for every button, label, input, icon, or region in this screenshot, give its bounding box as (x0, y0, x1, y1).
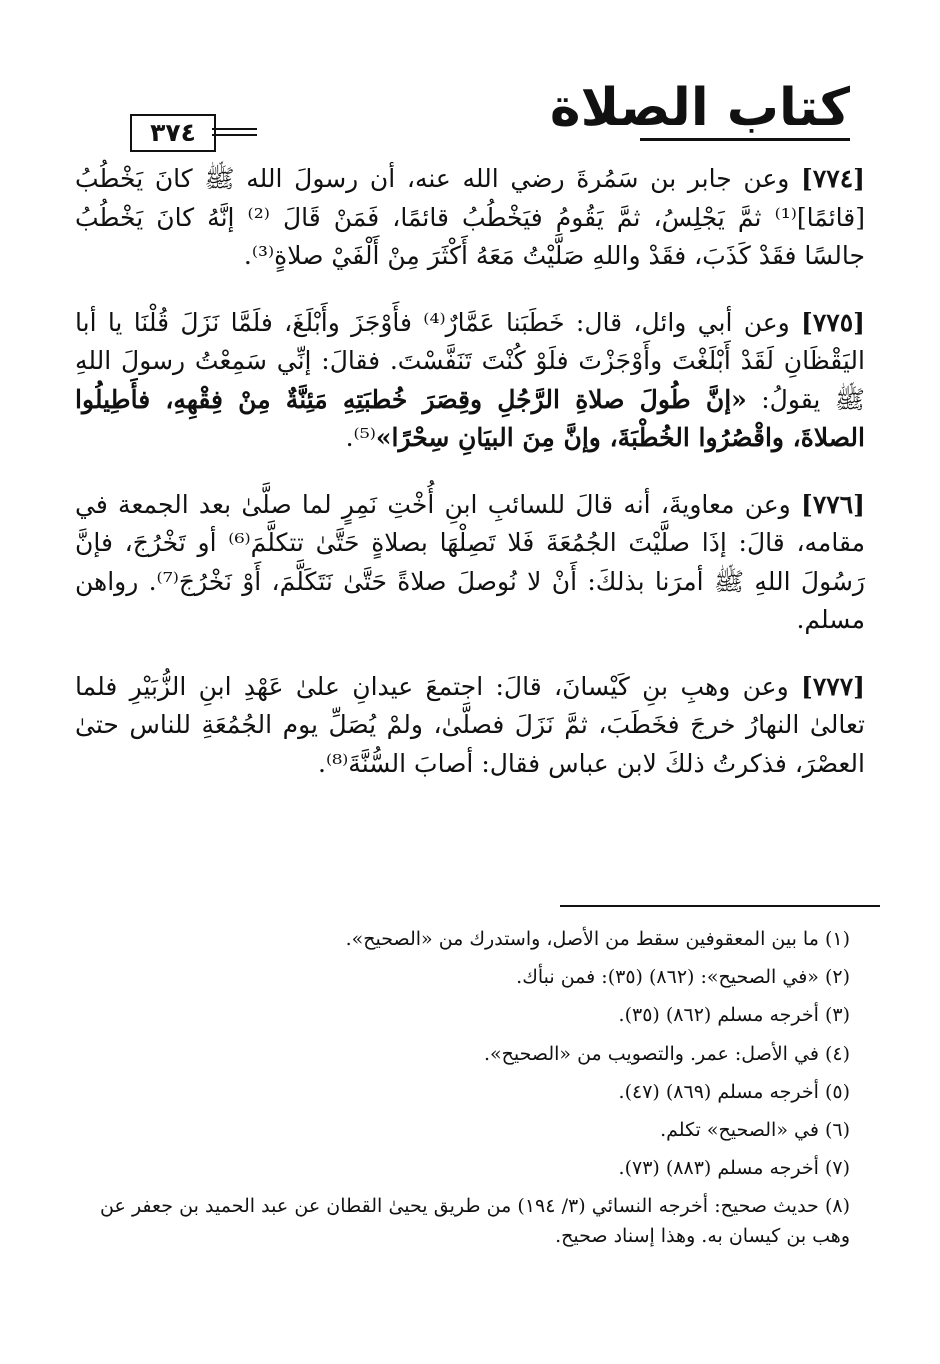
footnotes (100, 924, 850, 1260)
hadith-paragraph (75, 160, 865, 276)
footnote: (٣) أخرجه مسلم (٨٦٢) (٣٥). (618, 1004, 850, 1027)
hadith-number: [٧٧٤] (801, 164, 865, 193)
hadith-paragraph (75, 304, 865, 458)
footnote-separator (560, 905, 880, 907)
hadith-number: [٧٧٥] (801, 307, 865, 337)
footnote: (٢) «في الصحيح»: (٨٦٢) (٣٥): فمن نبأك. (516, 966, 850, 989)
hadith-text: وعن جابر بن سَمُرةَ رضي الله عنه، أن رسولَ الله ﷺ كانَ يَخْطُبُ [قائمًا]⁽¹⁾ ثمَّ يَجْلِسُ، ثمَّ يَقُومُ فيَخْطُبُ قائمًا، فَمَنْ قَالَ ⁽²⁾ إنَّهُ كانَ يَخْطُبُ جالسًا فقَدْ كَذَبَ، فقَدْ واللهِ صَلَّيْتُ مَعَهُ أَكْثَرَ مِنْ أَلْفَيْ صلاةٍ⁽³⁾. (75, 164, 865, 270)
decorative-rule (212, 128, 257, 130)
footnote: (٧) أخرجه مسلم (٨٨٣) (٧٣). (618, 1157, 850, 1180)
footnote: (٦) في «الصحيح» تكلم. (660, 1118, 850, 1141)
hadith-paragraph (75, 486, 865, 640)
title-underline (640, 138, 850, 141)
hadith-number: [٧٧٦] (801, 489, 865, 519)
footnote: (١) ما بين المعقوفين سقط من الأصل، واستدرك من «الصحيح». (345, 928, 850, 950)
footnote: (٤) في الأصل: عمر. والتصويب من «الصحيح». (483, 1042, 850, 1065)
main-text (75, 160, 865, 811)
hadith-quote: «إنَّ طُولَ صلاةِ الرَّجُلِ وقِصَرَ خُطبَتِهِ مَئِنَّةٌ مِنْ فِقْهِهِ، فأَطِيلُوا الصلاةَ، واقْصُرُوا الخُطْبَةَ، وإنَّ مِنَ البيَانِ سِحْرًا» (75, 384, 865, 452)
decorative-rule (212, 134, 257, 136)
footnote: (٥) أخرجه مسلم (٨٦٩) (٤٧). (618, 1080, 850, 1103)
hadith-text: وعن وهبِ بنِ كَيْسانَ، قالَ: اجتمعَ عيدانِ علىٰ عَهْدِ ابنِ الزُّبَيْرِ فلما تعالىٰ النهارُ خرجَ فخَطَبَ، ثمَّ نَزَلَ فصلَّىٰ، ولمْ يُصَلِّ يوم الجُمُعَةِ للناس حتىٰ العصْرَ، فذكرتُ ذلكَ لابن عباس فقال: أصابَ السُّنَّةَ⁽⁸⁾. (75, 671, 865, 778)
book-title: كتاب الصلاة (549, 78, 850, 138)
footnote: (٨) حديث صحيح: أخرجه النسائي (٣/ ١٩٤) من طريق يحيىٰ القطان عن عبد الحميد بن جعفر عن وهب بن كيسان به. وهذا إسناد صحيح. (100, 1195, 850, 1248)
hadith-tail: ⁽⁵⁾. (345, 423, 376, 452)
hadith-text: وعن معاويةَ، أنه قالَ للسائبِ ابنِ أُخْتِ نَمِرٍ لما صلَّىٰ بعد الجمعة في مقامه، قالَ: إذَا صلَّيْتَ الجُمُعَةَ فَلا تَصِلْهَا بصلاةٍ حَتَّىٰ تتكلَّمَ⁽⁶⁾ أو تَخْرُجَ، فإنَّ رَسُولَ اللهِ ﷺ أمرَنا بذلكَ: أَنْ لا نُوصلَ صلاةً حَتَّىٰ نَتَكَلَّمَ، أَوْ نَخْرُجَ⁽⁷⁾. رواهن مسلم. (75, 489, 865, 634)
page-header (120, 76, 900, 154)
hadith-number: [٧٧٧] (801, 671, 865, 701)
page-number: ٣٧٤ (130, 114, 216, 152)
hadith-text: وعن أبي وائل، قال: خَطَبَنا عَمَّارٌ⁽⁴⁾ فأَوْجَزَ وأَبْلَغَ، فلَمَّا نَزَلَ قُلْنَا يا أبا اليَقْظَانِ لَقَدْ أَبْلَغْتَ وأَوْجَزْتَ فلَوْ كُنْتَ تَنَفَّسْتَ. فقالَ: إنِّي سَمِعْتُ رسولَ اللهِ ﷺ يقولُ: (75, 307, 865, 414)
hadith-paragraph (75, 668, 865, 784)
